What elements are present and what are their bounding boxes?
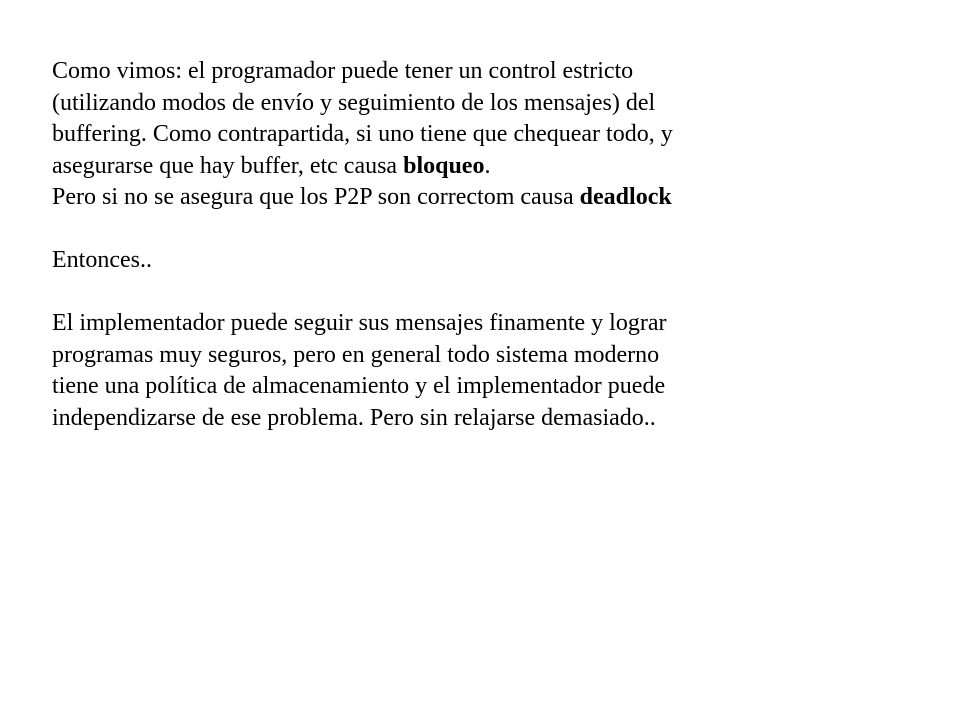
text-line: Entonces.. [52,247,152,273]
text-line: tiene una política de almacenamiento y el implementador puede [52,373,666,399]
text-line [52,151,932,183]
bold-term-deadlock: deadlock [579,184,672,210]
text-line: (utilizando modos de envío y seguimiento de los mensajes) del [52,89,656,116]
bold-term-bloqueo: bloqueo [403,152,485,179]
text-segment: Pero si no se asegura que los P2P son correctom causa [52,184,580,210]
text-segment: asegurarse que hay buffer, etc causa [52,152,404,179]
text-line: independizarse de ese problema. Pero sin relajarse demasiado.. [52,404,656,431]
text-line [52,182,932,214]
slide-body [52,56,932,434]
paragraph-implementador [52,308,932,434]
paragraph-control-estricto [52,56,932,214]
blank-line [52,277,932,309]
text-line: programas muy seguros, pero en general todo sistema moderno [52,341,660,368]
paragraph-entonces [52,245,932,277]
blank-line [52,214,932,246]
text-segment: . [484,152,491,179]
text-line: El implementador puede seguir sus mensajes finamente y lograr [52,310,667,336]
text-line: Como vimos: el programador puede tener un control estricto [52,58,634,84]
text-line: buffering. Como contrapartida, si uno tiene que chequear todo, y [52,121,673,147]
